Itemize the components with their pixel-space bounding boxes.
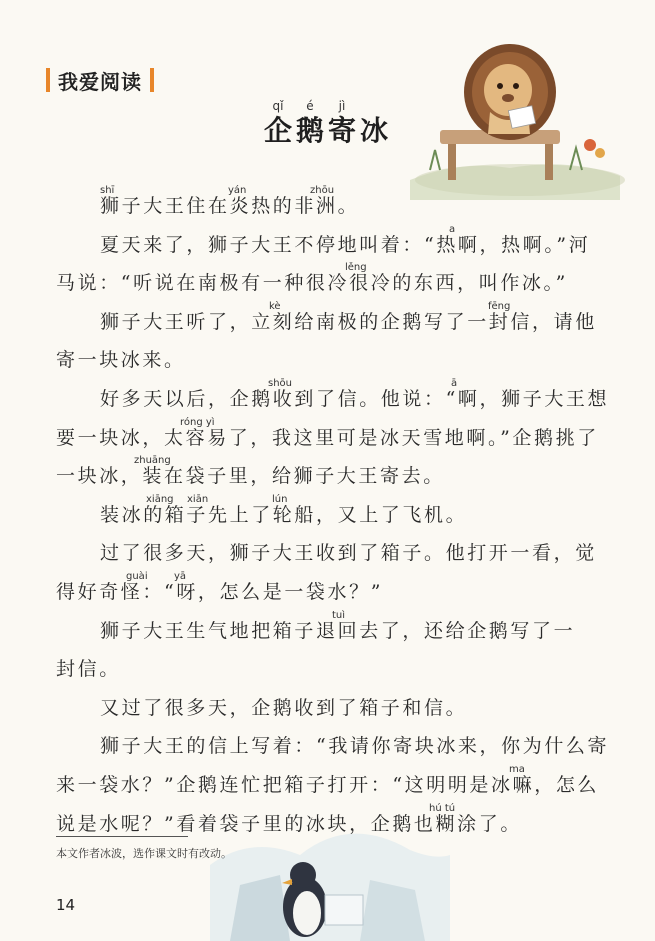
story-line	[56, 641, 601, 680]
pinyin-annotation: shōu	[268, 377, 293, 389]
pinyin-annotation: guài	[126, 570, 148, 582]
penguin-illustration	[210, 795, 450, 941]
story-line	[56, 371, 610, 410]
section-tag-label: 我爱阅读	[58, 69, 142, 94]
pinyin-annotation: hú tú	[429, 802, 456, 814]
pinyin-annotation: kè	[269, 300, 281, 312]
section-tag	[46, 66, 154, 94]
pinyin-annotation: ā	[451, 377, 458, 389]
footnote-rule	[56, 836, 188, 837]
pinyin-annotation: shī	[100, 185, 115, 196]
pinyin-annotation: ma	[509, 763, 525, 775]
pinyin-annotation: xiān	[187, 493, 209, 505]
pinyin-annotation: róng yì	[180, 416, 215, 428]
title-char	[294, 98, 326, 148]
title-hanzi: 寄	[327, 114, 356, 147]
story-line	[56, 603, 601, 642]
story-line-text: 装冰的箱子先上了轮船，又上了飞机。	[100, 503, 468, 526]
story-line-text: 过了很多天，狮子大王收到了箱子。他打开一看，觉	[100, 542, 597, 565]
story-line	[56, 525, 601, 564]
pinyin-annotation: xiāng	[146, 493, 174, 505]
pinyin-annotation: zhōu	[310, 185, 335, 196]
story-line	[56, 178, 601, 217]
pinyin-annotation: a	[449, 223, 456, 235]
pinyin-annotation: yán	[228, 185, 247, 196]
story-line	[56, 217, 601, 256]
story-line-text: 又过了很多天，企鹅收到了箱子和信。	[100, 696, 468, 719]
story-line	[56, 294, 601, 333]
story-line-text: 一块冰，装在袋子里，给狮子大王寄去。	[56, 465, 445, 488]
pinyin-annotation: zhuāng	[134, 455, 171, 467]
story-line	[56, 410, 601, 449]
story-line	[56, 564, 601, 603]
pinyin-annotation: tuì	[332, 609, 346, 621]
story-title	[262, 98, 390, 148]
story-line	[56, 680, 601, 719]
title-hanzi: 企	[263, 114, 292, 147]
story-line-text: 好多天以后，企鹅收到了信。他说：“啊，狮子大王想	[100, 387, 610, 410]
story-line-text: 要一块冰，太容易了，我这里可是冰天雪地啊。”企鹅挑了	[56, 426, 599, 449]
story-line-text: 狮子大王听了，立刻给南极的企鹅写了一封信，请他	[100, 310, 597, 333]
pinyin-annotation: yā	[174, 570, 187, 582]
tag-bar-right	[150, 68, 154, 92]
story-line-text: 狮子大王的信上写着：“我请你寄块冰来，你为什么寄	[100, 735, 610, 758]
story-line	[56, 757, 601, 796]
story-line-text: 得好奇怪：“呀，怎么是一袋水？”	[56, 580, 384, 603]
story-line-text: 夏天来了，狮子大王不停地叫着：“热啊，热啊。”河	[100, 233, 591, 256]
story-text	[56, 178, 610, 835]
title-pinyin: jì	[338, 99, 346, 113]
page-number: 14	[56, 896, 76, 914]
story-line-text: 马说：“听说在南极有一种很冷很冷的东西，叫作冰。”	[56, 272, 568, 295]
title-pinyin: é	[306, 99, 314, 113]
footnote: 本文作者冰波，选作课文时有改动。	[56, 847, 232, 860]
title-pinyin: qǐ	[272, 99, 284, 113]
title-hanzi: 鹅	[295, 114, 324, 147]
story-line	[56, 448, 601, 487]
story-line	[56, 255, 601, 294]
story-line	[56, 487, 601, 526]
pinyin-annotation: lěng	[345, 262, 367, 274]
title-char	[262, 98, 294, 148]
story-line-text: 寄一块冰来。	[56, 349, 186, 372]
pinyin-annotation: fēng	[488, 300, 511, 312]
story-line	[56, 332, 601, 371]
story-line-text: 来一袋水？”企鹅连忙把箱子打开：“这明明是冰嘛，怎么	[56, 773, 600, 796]
title-hanzi: 冰	[359, 114, 388, 147]
story-line-text: 狮子大王住在炎热的非洲。	[100, 195, 360, 217]
title-char	[326, 98, 358, 148]
story-line	[56, 718, 610, 758]
lion-reading-illustration	[400, 30, 625, 200]
story-line-text: 封信。	[56, 658, 121, 681]
title-char	[358, 98, 390, 148]
story-line-text: 说是水呢？”看着袋子里的冰块，企鹅也糊涂了。	[56, 812, 522, 835]
story-line-text: 狮子大王生气地把箱子退回去了，还给企鹅写了一	[100, 619, 576, 642]
pinyin-annotation: lún	[272, 493, 288, 505]
